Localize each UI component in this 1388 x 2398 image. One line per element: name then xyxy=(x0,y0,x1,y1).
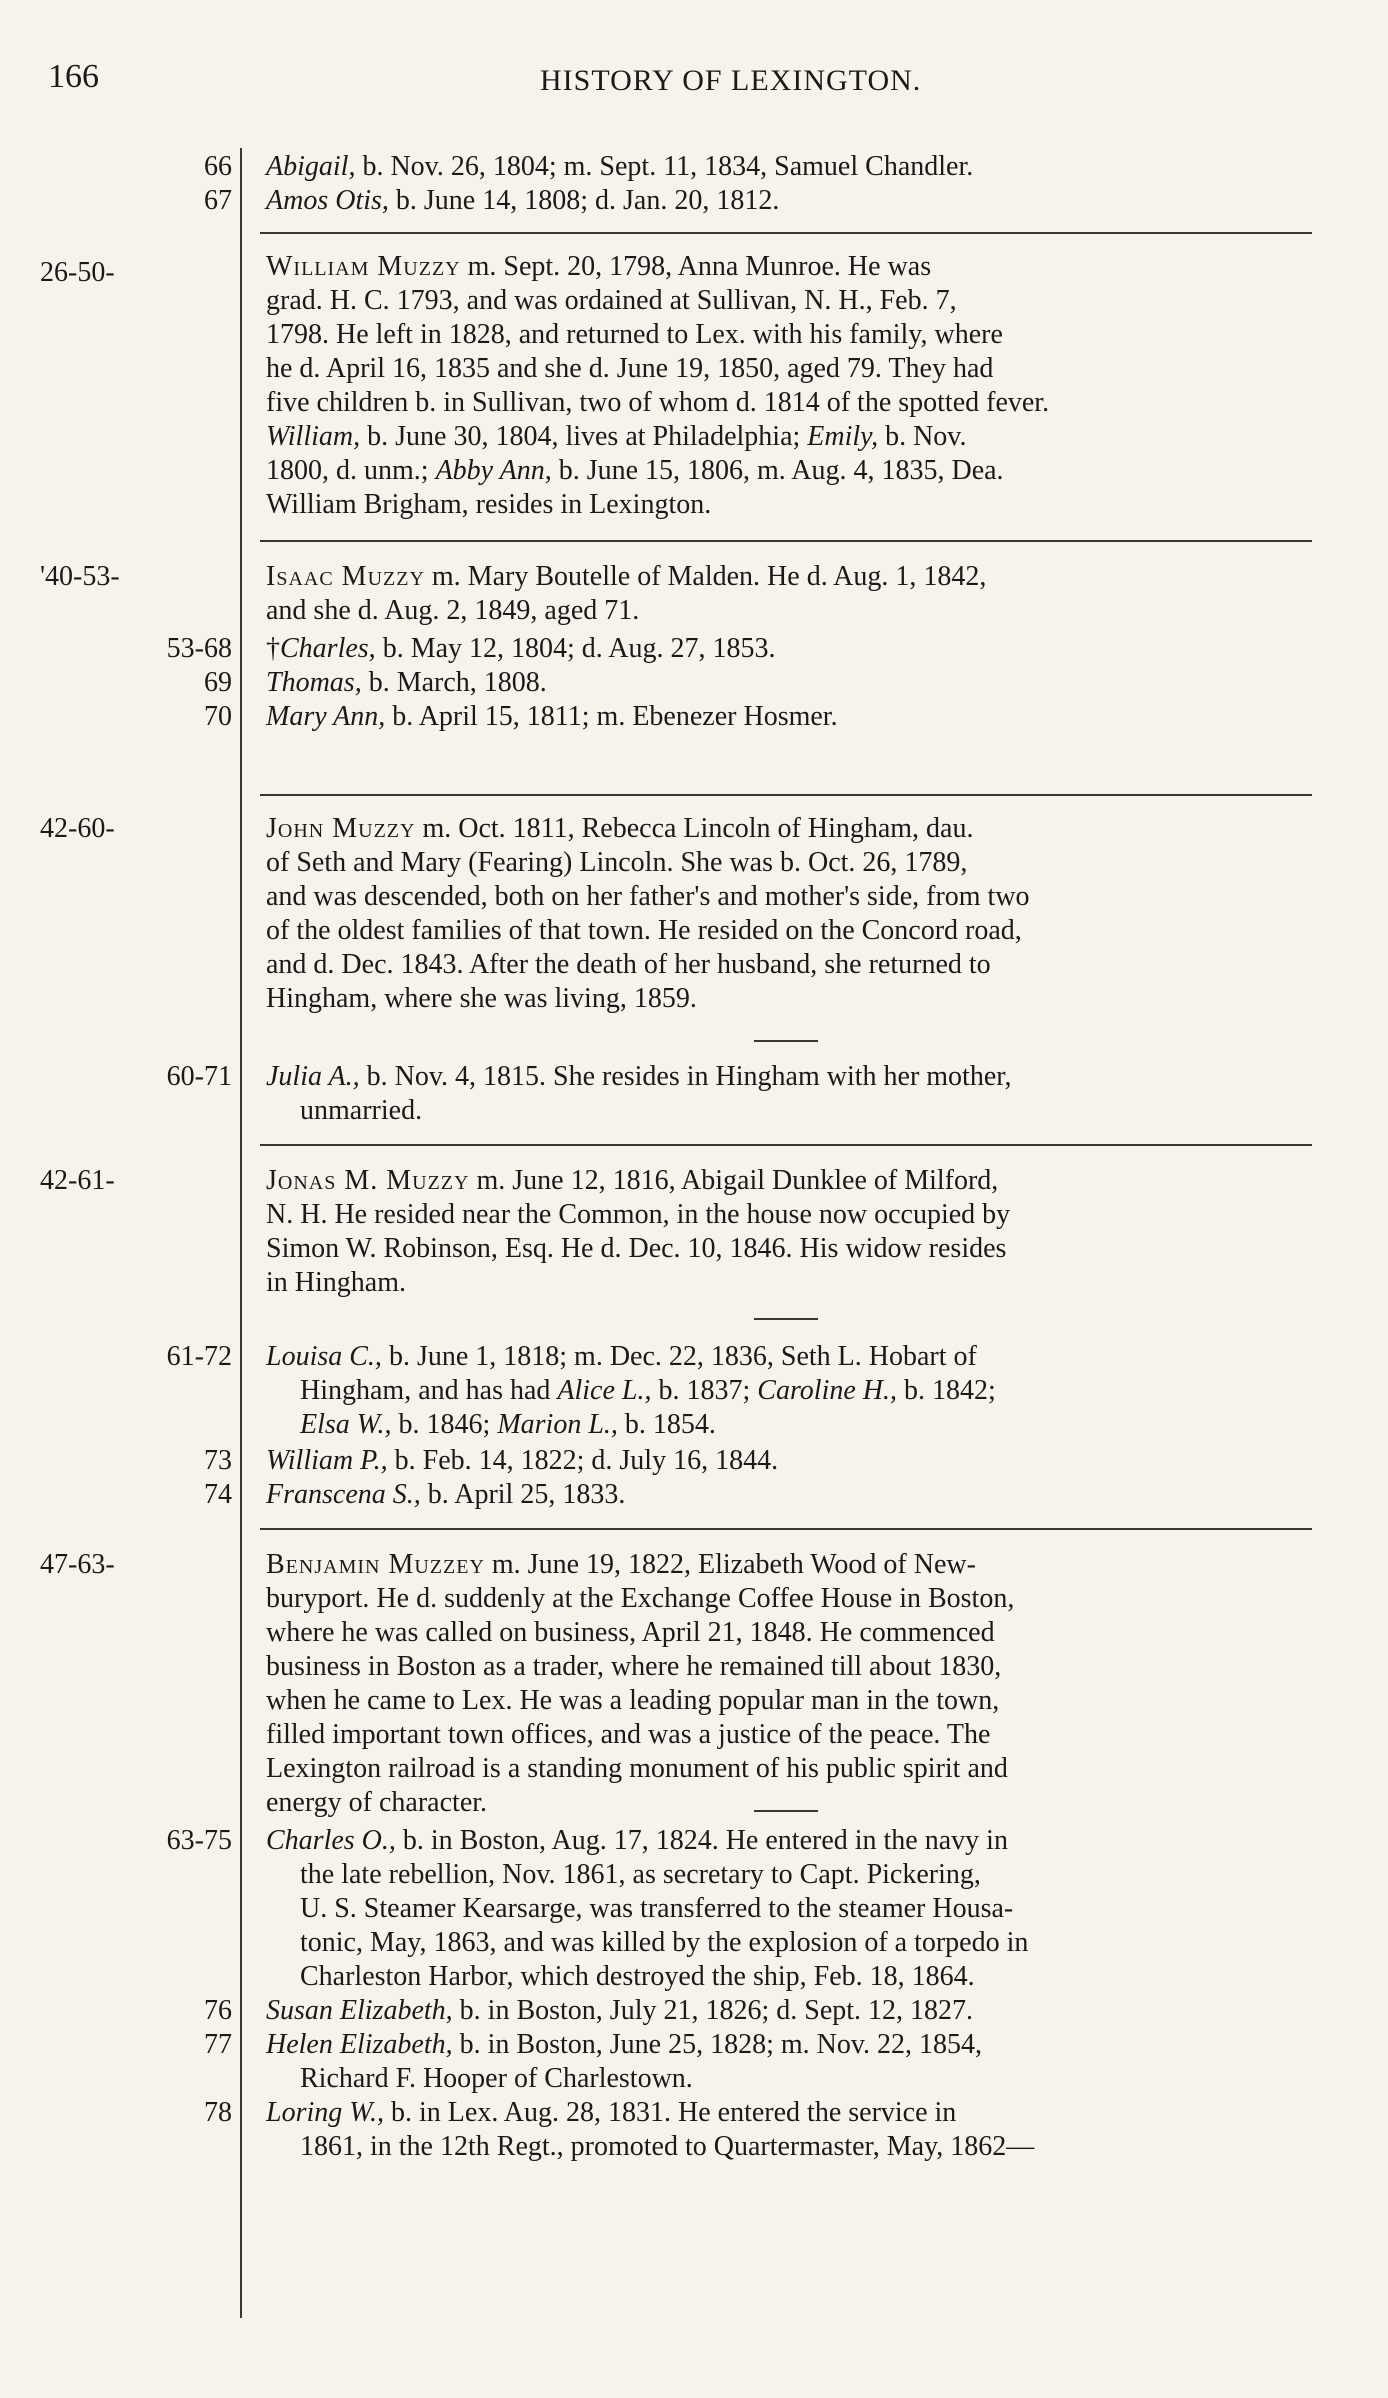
text-line: of Seth and Mary (Fearing) Lincoln. She was b. Oct. 26, 1789, xyxy=(266,847,968,878)
text-line: Helen Elizabeth, b. in Boston, June 25, 1828; m. Nov. 22, 1854, xyxy=(266,2029,983,2060)
text-line: Hingham, and has had Alice L., b. 1837; Caroline H., b. 1842; xyxy=(300,1375,996,1406)
text-line: five children b. in Sullivan, two of whom d. 1814 of the spotted fever. xyxy=(266,387,1050,418)
text-line: Amos Otis, b. June 14, 1808; d. Jan. 20, 1812. xyxy=(266,185,780,216)
text-line: grad. H. C. 1793, and was ordained at Sullivan, N. H., Feb. 7, xyxy=(266,285,957,316)
text-line: William, b. June 30, 1804, lives at Philadelphia; Emily, b. Nov. xyxy=(266,421,967,452)
text-line: Abigail, b. Nov. 26, 1804; m. Sept. 11, 1834, Samuel Chandler. xyxy=(266,151,974,182)
text-line: Charleston Harbor, which destroyed the ship, Feb. 18, 1864. xyxy=(300,1961,975,1992)
margin-number: 61-72 xyxy=(166,1341,232,1372)
text-line: N. H. He resided near the Common, in the house now occupied by xyxy=(266,1199,1011,1230)
text-line: energy of character. xyxy=(266,1787,488,1818)
text-line: John Muzzy m. Oct. 1811, Rebecca Lincoln of Hingham, dau. xyxy=(266,813,974,844)
text-line: U. S. Steamer Kearsarge, was transferred to the steamer Housa- xyxy=(300,1893,1014,1924)
margin-number: 67 xyxy=(204,185,232,216)
short-rule xyxy=(754,1810,818,1812)
family-head: John Muzzy xyxy=(266,813,416,844)
section-rule xyxy=(260,1528,1312,1530)
text-line: Richard F. Hooper of Charlestown. xyxy=(300,2063,693,2094)
text-line: Jonas M. Muzzy m. June 12, 1816, Abigail Dunklee of Milford, xyxy=(266,1165,999,1196)
text-line: Thomas, b. March, 1808. xyxy=(266,667,547,698)
text-line: Lexington railroad is a standing monument of his public spirit and xyxy=(266,1753,1008,1784)
text-line: Elsa W., b. 1846; Marion L., b. 1854. xyxy=(300,1409,716,1440)
margin-number: 77 xyxy=(204,2029,232,2060)
person-name: Helen Elizabeth, xyxy=(266,2029,453,2060)
margin-number: 74 xyxy=(204,1479,232,1510)
text-line: and she d. Aug. 2, 1849, aged 71. xyxy=(266,595,640,626)
text-line: unmarried. xyxy=(300,1095,423,1126)
margin-number: 60-71 xyxy=(166,1061,232,1092)
person-name: Loring W., xyxy=(266,2097,385,2128)
text-line: William Muzzy m. Sept. 20, 1798, Anna Munroe. He was xyxy=(266,251,932,282)
text-line: Benjamin Muzzey m. June 19, 1822, Elizabeth Wood of New- xyxy=(266,1549,976,1580)
margin-number: 70 xyxy=(204,701,232,732)
section-rule xyxy=(260,1144,1312,1146)
text-line: business in Boston as a trader, where he remained till about 1830, xyxy=(266,1651,1002,1682)
text-line: William Brigham, resides in Lexington. xyxy=(266,489,712,520)
text-line: Simon W. Robinson, Esq. He d. Dec. 10, 1846. His widow resides xyxy=(266,1233,1007,1264)
margin-number: 47-63- xyxy=(40,1549,115,1580)
person-name: Susan Elizabeth, xyxy=(266,1995,453,2026)
person-name: Julia A., xyxy=(266,1061,360,1092)
text-line: buryport. He d. suddenly at the Exchange Coffee House in Boston, xyxy=(266,1583,1015,1614)
text-line: 1861, in the 12th Regt., promoted to Quartermaster, May, 1862— xyxy=(300,2131,1035,2162)
text-line: Hingham, where she was living, 1859. xyxy=(266,983,697,1014)
text-line: 1798. He left in 1828, and returned to Lex. with his family, where xyxy=(266,319,1003,350)
margin-rule xyxy=(240,148,242,2318)
text-line: Franscena S., b. April 25, 1833. xyxy=(266,1479,626,1510)
margin-number: 78 xyxy=(204,2097,232,2128)
running-title: HISTORY OF LEXINGTON. xyxy=(540,64,922,97)
text-line: Susan Elizabeth, b. in Boston, July 21, 1826; d. Sept. 12, 1827. xyxy=(266,1995,974,2026)
text-line: of the oldest families of that town. He resided on the Concord road, xyxy=(266,915,1022,946)
margin-number: 42-60- xyxy=(40,813,115,844)
family-head: Benjamin Muzzey xyxy=(266,1549,485,1580)
family-head: William Muzzy xyxy=(266,251,461,282)
family-head: Jonas M. Muzzy xyxy=(266,1165,470,1196)
short-rule xyxy=(754,1040,818,1042)
text-line: Julia A., b. Nov. 4, 1815. She resides in Hingham with her mother, xyxy=(266,1061,1012,1092)
text-line: Mary Ann, b. April 15, 1811; m. Ebenezer Hosmer. xyxy=(266,701,838,732)
text-line: Loring W., b. in Lex. Aug. 28, 1831. He entered the service in xyxy=(266,2097,957,2128)
section-rule xyxy=(260,540,1312,542)
person-name: Abigail, xyxy=(266,151,356,182)
person-name: Amos Otis, xyxy=(266,185,389,216)
family-head: Isaac Muzzy xyxy=(266,561,425,592)
text-line: Louisa C., b. June 1, 1818; m. Dec. 22, 1836, Seth L. Hobart of xyxy=(266,1341,977,1372)
text-line: when he came to Lex. He was a leading popular man in the town, xyxy=(266,1685,1000,1716)
person-name: William P., xyxy=(266,1445,388,1476)
margin-number: '40-53- xyxy=(40,561,120,592)
text-line: Charles O., b. in Boston, Aug. 17, 1824. He entered in the navy in xyxy=(266,1825,1008,1856)
margin-number: 26-50- xyxy=(40,257,115,288)
short-rule xyxy=(754,1318,818,1320)
person-name: Charles O., xyxy=(266,1825,396,1856)
margin-number: 66 xyxy=(204,151,232,182)
margin-number: 53-68 xyxy=(166,633,232,664)
text-line: filled important town offices, and was a justice of the peace. The xyxy=(266,1719,991,1750)
section-rule xyxy=(260,794,1312,796)
text-line: tonic, May, 1863, and was killed by the explosion of a torpedo in xyxy=(300,1927,1029,1958)
page-number: 166 xyxy=(48,58,99,95)
person-name: Franscena S., xyxy=(266,1479,421,1510)
person-name: Louisa C., xyxy=(266,1341,382,1372)
text-line: and was descended, both on her father's and mother's side, from two xyxy=(266,881,1030,912)
text-line: and d. Dec. 1843. After the death of her husband, she returned to xyxy=(266,949,991,980)
section-rule xyxy=(260,232,1312,234)
text-line: he d. April 16, 1835 and she d. June 19, 1850, aged 79. They had xyxy=(266,353,994,384)
text-line: †Charles, b. May 12, 1804; d. Aug. 27, 1853. xyxy=(266,633,776,664)
text-line: William P., b. Feb. 14, 1822; d. July 16, 1844. xyxy=(266,1445,779,1476)
text-line: the late rebellion, Nov. 1861, as secretary to Capt. Pickering, xyxy=(300,1859,981,1890)
margin-number: 76 xyxy=(204,1995,232,2026)
margin-number: 63-75 xyxy=(166,1825,232,1856)
text-line: 1800, d. unm.; Abby Ann, b. June 15, 1806, m. Aug. 4, 1835, Dea. xyxy=(266,455,1004,486)
text-line: where he was called on business, April 21, 1848. He commenced xyxy=(266,1617,995,1648)
text-line: Isaac Muzzy m. Mary Boutelle of Malden. He d. Aug. 1, 1842, xyxy=(266,561,987,592)
margin-number: 73 xyxy=(204,1445,232,1476)
margin-number: 42-61- xyxy=(40,1165,115,1196)
text-line: in Hingham. xyxy=(266,1267,406,1298)
margin-number: 69 xyxy=(204,667,232,698)
